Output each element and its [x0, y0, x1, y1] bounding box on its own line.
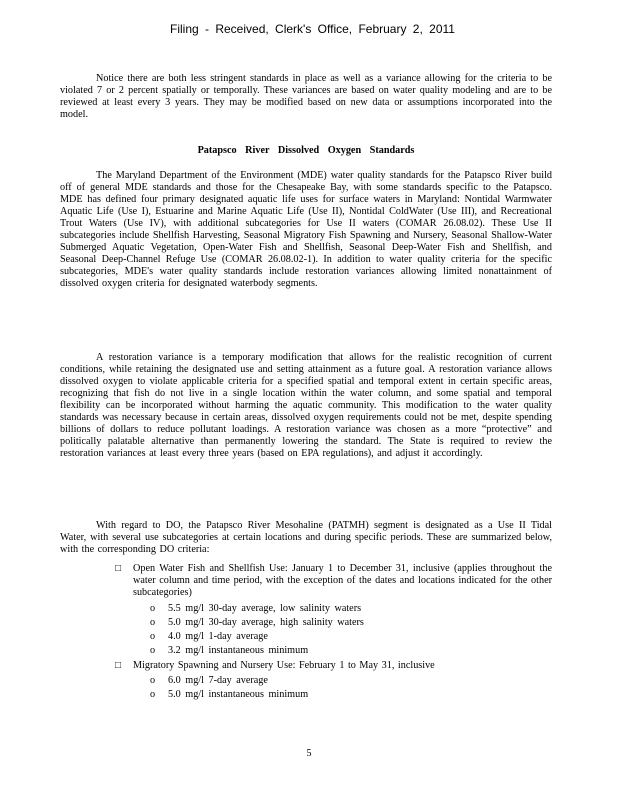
bullet-text: Migratory Spawning and Nursery Use: February 1 to May 31, inclusive: [133, 660, 435, 671]
criteria-text: 3.2 mg/l instantaneous minimum: [168, 645, 309, 656]
criteria-text: 5.5 mg/l 30-day average, low salinity waters: [168, 603, 362, 614]
bullet-text: Open Water Fish and Shellfish Use: January 1 to December 31, inclusive (applies throughout the water column and time period, with the exception of the dates and locations indicated for the other subcategories): [133, 563, 552, 598]
sub-bullet-marker: o: [150, 617, 156, 628]
sub-bullet-marker: o: [150, 689, 156, 700]
criteria-text: 5.0 mg/l instantaneous minimum: [168, 689, 309, 700]
bullet-marker-icon: □: [115, 660, 122, 671]
sub-bullet-marker: o: [150, 631, 156, 642]
bullet-marker-icon: □: [115, 563, 122, 574]
sub-bullet-marker: o: [150, 675, 156, 686]
variance-notice-paragraph: Notice there are both less stringent standards in place as well as a variance allowing for the criteria to be violated 7 or 2 percent spatially or temporally. These variances are based on water quality modeling and are to be reviewed at least every 3 years. They may be modified based on new data or assumptions incorporated into the model.: [60, 73, 552, 120]
section-title: Patapsco River Dissolved Oxygen Standards: [197, 145, 415, 156]
patmh-segment-paragraph: With regard to DO, the Patapsco River Mesohaline (PATMH) segment is designated as a Use II Tidal Water, with several use subcategories at certain locations and during specific periods. These are summarized below, with the corresponding DO criteria:: [60, 520, 552, 555]
sub-bullet-marker: o: [150, 603, 156, 614]
criteria-text: 6.0 mg/l 7-day average: [168, 675, 268, 686]
restoration-variance-paragraph: A restoration variance is a temporary modification that allows for the realistic recognition of current conditions, while retaining the designated use and setting attainment as a future goal. A restoration variance allows dissolved oxygen to violate applicable criteria for a specified spatial and temporal extent in certain specific areas, recognizing that fish do not live in a single location within the water column, and some spatial and temporal flexibility can be incorporated without harming the aquatic community. This modification to the water quality standards was necessary because in certain areas, dissolved oxygen requirements could not be met, despite spending billions of dollars to reduce pollutant loadings. A restoration variance was chosen as a more “protective” and politically palatable alternative than permanently lowering the standard. The State is required to review the restoration variances at least every three years (based on EPA regulations), and adjust it accordingly.: [60, 352, 552, 459]
filing-header: Filing - Received, Clerk's Office, February 2, 2011: [170, 22, 455, 36]
criteria-text: 4.0 mg/l 1-day average: [168, 631, 268, 642]
page-number: 5: [306, 748, 312, 759]
sub-bullet-marker: o: [150, 645, 156, 656]
mde-standards-paragraph: The Maryland Department of the Environment (MDE) water quality standards for the Patapsco River build off of general MDE standards and those for the Chesapeake Bay, with some standards specific to the Patapsco. MDE has defined four primary designated aquatic life uses for surface waters in Maryland: Nontidal Warmwater Aquatic Life (Use I), Estuarine and Marine Aquatic Life (Use II), Nontidal ColdWater (Use III), and Recreational Trout Waters (Use IV), with additional subcategories for Use II waters (COMAR 26.08.02). These Use II subcategories include Shellfish Harvesting, Seasonal Migratory Fish Spawning and Nursery, Seasonal Shallow-Water Submerged Aquatic Vegetation, Open-Water Fish and Shellfish, Seasonal Deep-Water Fish and Shellfish, and Seasonal Deep-Channel Refuge Use (COMAR 26.08.02-1). In addition to water quality criteria for the specific subcategories, MDE's water quality standards include restoration variances allowing limited nonattainment of dissolved oxygen criteria for designated waterbody segments.: [60, 170, 552, 289]
criteria-text: 5.0 mg/l 30-day average, high salinity waters: [168, 617, 364, 628]
